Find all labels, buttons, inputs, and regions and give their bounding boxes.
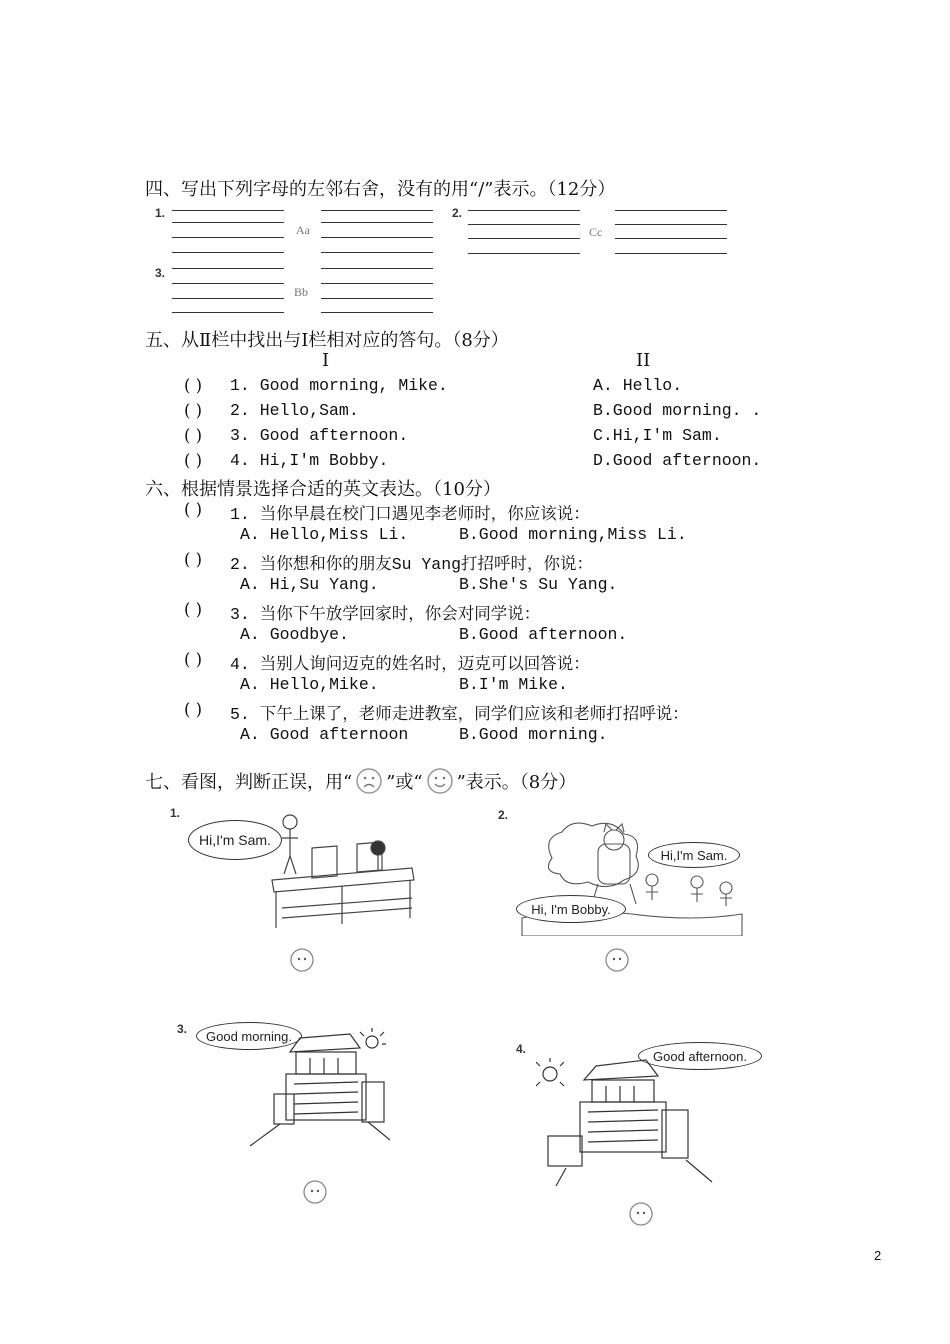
column-header-2: II [636, 350, 651, 371]
answer-line[interactable] [321, 237, 433, 238]
center-letter: Bb [294, 285, 309, 299]
speech-bubble: Hi,I'm Sam. [648, 842, 740, 868]
list-item: 1. Good morning, Mike. [230, 376, 448, 395]
list-item: D.Good afternoon. [593, 451, 762, 470]
question-text: 2. 当你想和你的朋友Su Yang打招呼时，你说： [230, 555, 594, 574]
speech-bubble: Hi, I'm Bobby. [516, 895, 626, 923]
list-item: 2. Hello,Sam. [230, 401, 359, 420]
section-4-title: 四、写出下列字母的左邻右舍，没有的用“/”表示。（12分） [145, 179, 616, 200]
item-number: 3. [155, 266, 166, 280]
option-a: A. Hi,Su Yang. [240, 575, 379, 594]
list-item: 4. Hi,I'm Bobby. [230, 451, 389, 470]
list-item: C.Hi,I'm Sam. [593, 426, 722, 445]
answer-blank[interactable]: ( ) [184, 401, 203, 420]
sad-face-icon [354, 766, 384, 796]
center-letter: Cc [589, 225, 603, 239]
speech-bubble: Good morning. [196, 1022, 302, 1050]
title-part: 七、看图，判断正误，用“ [145, 772, 353, 793]
item-number: 2. [452, 206, 463, 220]
list-item: A. Hello. [593, 376, 683, 395]
picture-number: 3. [177, 1022, 188, 1036]
picture-number: 1. [170, 806, 181, 820]
list-item: 3. Good afternoon. [230, 426, 409, 445]
question-text: 4. 当别人询问迈克的姓名时，迈克可以回答说： [230, 655, 590, 674]
speech-bubble: Good afternoon. [638, 1042, 762, 1070]
classroom-illustration [262, 808, 422, 938]
answer-blank[interactable]: ( ) [184, 426, 203, 445]
answer-blank[interactable]: ( ) [184, 650, 203, 669]
answer-line[interactable] [615, 238, 727, 239]
option-b: B.She's Su Yang. [459, 575, 618, 594]
school-building-illustration [536, 1052, 716, 1192]
picture-number: 2. [498, 808, 509, 822]
title-part: ”或“ [386, 772, 423, 793]
answer-line[interactable] [468, 238, 580, 239]
school-building-illustration [250, 1028, 390, 1148]
question-text: 1. 当你早晨在校门口遇见李老师时，你应该说： [230, 505, 590, 524]
answer-line[interactable] [172, 237, 284, 238]
item-number: 1. [155, 206, 166, 220]
smile-face-icon [425, 766, 455, 796]
answer-face-icon[interactable] [289, 947, 315, 973]
option-b: B.I'm Mike. [459, 675, 568, 694]
answer-face-icon[interactable] [628, 1201, 654, 1227]
answer-blank[interactable]: ( ) [184, 376, 203, 395]
section-5-title: 五、从Ⅱ栏中找出与Ⅰ栏相对应的答句。（8分） [145, 330, 509, 351]
option-a: A. Goodbye. [240, 625, 349, 644]
page-number: 2 [874, 1248, 882, 1263]
option-b: B.Good morning,Miss Li. [459, 525, 687, 544]
question-text: 3. 当你下午放学回家时，你会对同学说： [230, 605, 541, 624]
column-header-1: I [322, 350, 330, 371]
section-7-title [145, 766, 576, 796]
answer-blank[interactable]: ( ) [184, 451, 203, 470]
center-letter: Aa [296, 223, 310, 237]
speech-bubble: Hi,I'm Sam. [188, 820, 282, 860]
question-text: 5. 下午上课了，老师走进教室，同学们应该和老师打招呼说： [230, 705, 689, 724]
answer-blank[interactable]: ( ) [184, 500, 203, 519]
title-part: ”表示。（8分） [456, 772, 577, 793]
option-a: A. Good afternoon [240, 725, 409, 744]
answer-blank[interactable]: ( ) [184, 550, 203, 569]
answer-line[interactable] [321, 298, 433, 299]
picture-number: 4. [516, 1042, 527, 1056]
answer-blank[interactable]: ( ) [184, 600, 203, 619]
answer-blank[interactable]: ( ) [184, 700, 203, 719]
section-6-title: 六、根据情景选择合适的英文表达。（10分） [145, 479, 501, 500]
answer-line[interactable] [172, 298, 284, 299]
list-item: B.Good morning. . [593, 401, 762, 420]
option-a: A. Hello,Miss Li. [240, 525, 409, 544]
option-b: B.Good morning. [459, 725, 608, 744]
answer-face-icon[interactable] [302, 1179, 328, 1205]
option-a: A. Hello,Mike. [240, 675, 379, 694]
option-b: B.Good afternoon. [459, 625, 628, 644]
answer-face-icon[interactable] [604, 947, 630, 973]
